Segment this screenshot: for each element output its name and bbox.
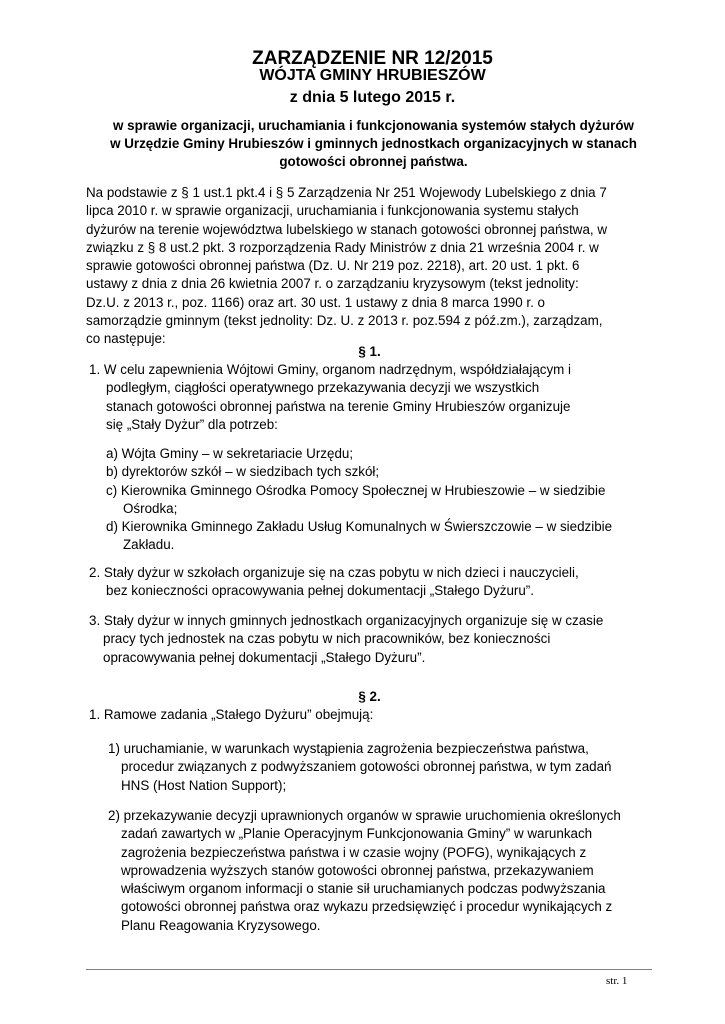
text-line: 2. Stały dyżur w szkołach organizuje się na czas pobytu w nich dzieci i nauczycieli,	[89, 565, 579, 580]
page-number: str. 1	[606, 975, 628, 987]
section-2-lead: 1. Ramowe zadania „Stałego Dyżuru” obejmują:	[89, 707, 374, 722]
text-line: HNS (Host Nation Support);	[121, 777, 287, 793]
text-line: sprawie gotowości obronnej państwa (Dz. U. Nr 219 poz. 2218), art. 20 ust. 1 pkt. 6	[86, 258, 580, 274]
section-2-heading: § 2.	[358, 689, 381, 704]
text-line: samorządzie gminnym (tekst jednolity: Dz. U. z 2013 r. poz.594 z póź.zm.), zarządzam,	[86, 313, 603, 329]
document-issuer: WÓJTA GMINY HRUBIESZÓW	[259, 67, 486, 84]
document-title: ZARZĄDZENIE NR 12/2015	[252, 48, 493, 69]
text-line: stanach gotowości obronnej państwa na terenie Gminy Hrubieszów organizuje	[106, 398, 571, 414]
text-line: Dz.U. z 2013 r., poz. 1166) oraz art. 30 ust. 1 ustawy z dnia 8 marca 1990 r. o	[86, 294, 545, 310]
text-line: bez konieczności opracowywania pełnej dokumentacji „Stałego Dyżuru”.	[106, 583, 534, 599]
list-item: a) Wójta Gminy – w sekretariacie Urzędu;	[106, 446, 354, 461]
list-item: c) Kierownika Gminnego Ośrodka Pomocy Społecznej w Hrubieszowie – w siedzibie	[106, 482, 606, 498]
document-date: z dnia 5 lutego 2015 r.	[289, 89, 456, 106]
list-item: b) dyrektorów szkół – w siedzibach tych szkół;	[106, 464, 380, 480]
text-line: zadań zawartych w „Planie Operacyjnym Funkcjonowania Gminy” w warunkach	[121, 826, 593, 842]
document-subject	[86, 117, 661, 171]
text-line: gotowości obronnej państwa oraz wykazu przedsięwzięć i procedur wynikających z	[121, 899, 613, 915]
section-1-point-2	[89, 564, 669, 601]
subject-line: w Urzędzie Gminy Hrubieszów i gminnych jednostkach organizacyjnych w stanach	[110, 136, 637, 151]
text-line: 1) uruchamianie, w warunkach wystąpienia zagrożenia bezpieczeństwa państwa,	[108, 741, 589, 756]
legal-basis-paragraph	[86, 184, 666, 349]
footer-divider	[86, 969, 652, 970]
text-line: opracowywania pełnej dokumentacji „Stałego Dyżuru”.	[103, 649, 426, 665]
list-item-continuation: Zakładu.	[123, 537, 175, 553]
text-line: zagrożenia bezpieczeństwa państwa i w czasie wojny (POFG), wynikających z	[121, 844, 587, 860]
text-line: lipca 2010 r. w sprawie organizacji, uruchamiania i funkcjonowania systemu stałych	[86, 203, 579, 219]
section-1-point-1	[89, 361, 669, 434]
text-line: 1. W celu zapewnienia Wójtowi Gminy, organom nadrzędnym, współdziałającym i	[89, 362, 572, 377]
text-line: 2) przekazywanie decyzji uprawnionych organów w sprawie uruchomienia określonych	[108, 808, 621, 823]
text-line: właściwym organom informacji o stanie sił uruchamianych podczas podwyższania	[121, 881, 606, 897]
text-line: Na podstawie z § 1 ust.1 pkt.4 i § 5 Zarządzenia Nr 251 Wojewody Lubelskiego z dnia 7	[86, 185, 607, 200]
text-line: dyżurów na terenie województwa lubelskiego w stanach gotowości obronnej państwa, w	[86, 221, 608, 237]
section-1-list	[106, 445, 676, 555]
text-line: Planu Reagowania Kryzysowego.	[121, 917, 321, 933]
list-item-continuation: Ośrodka;	[123, 500, 178, 516]
section-2-task-1	[108, 740, 678, 795]
text-line: co następuje:	[86, 331, 166, 347]
text-line: się „Stały Dyżur” dla potrzeb:	[106, 416, 278, 432]
subject-line: gotowości obronnej państwa.	[279, 154, 468, 169]
subject-line: w sprawie organizacji, uruchamiania i funkcjonowania systemów stałych dyżurów	[113, 118, 634, 133]
text-line: pracy tych jednostek na czas pobytu w nich pracowników, bez konieczności	[103, 631, 551, 647]
text-line: 3. Stały dyżur w innych gminnych jednostkach organizacyjnych organizuje się w czasie	[89, 613, 604, 628]
text-line: wprowadzenia wyższych stanów gotowości obronnej państwa, przekazywaniem	[121, 862, 594, 878]
text-line: procedur związanych z podwyższaniem gotowości obronnej państwa, w tym zadań	[121, 759, 612, 775]
text-line: ustawy z dnia z dnia 26 kwietnia 2007 r. o zarządzaniu kryzysowym (tekst jednolity:	[86, 276, 579, 292]
list-item: d) Kierownika Gminnego Zakładu Usług Komunalnych w Świerszczowie – w siedzibie	[106, 519, 613, 535]
text-line: związku z § 8 ust.2 pkt. 3 rozporządzenia Rady Ministrów z dnia 21 września 2004 r. w	[86, 239, 599, 255]
section-1-point-3	[89, 612, 669, 667]
text-line: podległym, ciągłości operatywnego przekazywania decyzji we wszystkich	[106, 380, 540, 396]
section-2-task-2	[108, 807, 678, 935]
section-1-heading: § 1.	[358, 344, 381, 359]
